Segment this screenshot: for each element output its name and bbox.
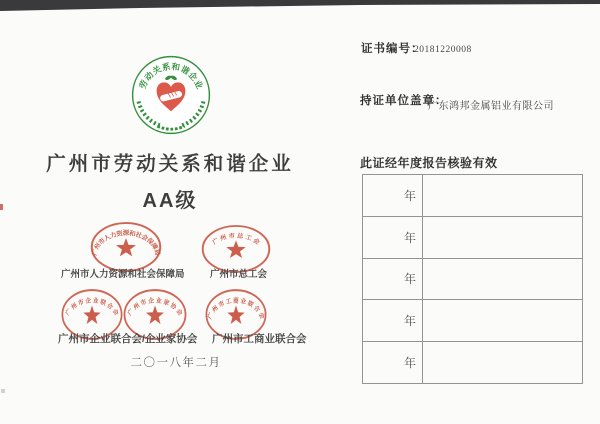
annual-verification-table xyxy=(362,174,583,384)
svg-text:广州市企业家协会: 广州市企业家协会 xyxy=(127,298,183,318)
verification-row xyxy=(363,175,583,217)
certificate-number-label: 证书编号： xyxy=(361,43,424,55)
year-cell: 年 xyxy=(363,258,423,300)
blank-cell xyxy=(423,258,583,300)
certificate-number-value: 20181220008 xyxy=(414,45,472,55)
svg-text:广州市工商业联合会: 广州市工商业联合会 xyxy=(207,298,265,321)
holder-seal-label: 持证单位盖章： xyxy=(360,95,448,107)
blank-cell xyxy=(423,300,583,342)
agency-label-enterprise-federation: 广州市企业联合会/企业家协会 xyxy=(58,333,198,345)
year-cell: 年 xyxy=(363,175,423,217)
harmony-enterprise-logo-icon xyxy=(130,55,212,135)
verification-row xyxy=(363,342,583,384)
scan-edge-artifact xyxy=(0,0,600,11)
verification-row xyxy=(363,216,583,258)
svg-text:广州市总工会: 广州市总工会 xyxy=(211,232,261,247)
certificate-title: 广州市劳动关系和谐企业 xyxy=(46,153,294,175)
holder-company-name: 广东鸿邦金属铝业有限公司 xyxy=(428,101,554,112)
svg-text:广州市人力资源和社会保障局: 广州市人力资源和社会保障局 xyxy=(91,230,161,257)
scan-speck xyxy=(1,389,5,393)
year-cell: 年 xyxy=(363,216,423,258)
grade-label: AA级 xyxy=(142,190,198,212)
blank-cell xyxy=(423,342,583,384)
agency-label-industry-commerce: 广州市工商业联合会 xyxy=(212,333,307,345)
agency-label-trade-union: 广州市总工会 xyxy=(210,269,268,280)
agency-label-hr-bureau: 广州市人力资源和社会保障局 xyxy=(61,269,185,280)
scan-speck xyxy=(0,204,3,210)
year-cell: 年 xyxy=(363,342,423,384)
blank-cell xyxy=(423,216,583,258)
svg-text:广州市企业联合会: 广州市企业联合会 xyxy=(65,298,119,318)
verification-row xyxy=(363,300,583,342)
annual-verification-caption: 此证经年度报告核验有效 xyxy=(360,156,498,170)
verification-row xyxy=(363,258,583,300)
year-cell: 年 xyxy=(363,300,423,342)
issue-date: 二〇一八年二月 xyxy=(130,357,222,369)
blank-cell xyxy=(423,175,583,217)
svg-text:劳动关系和谐企业: 劳动关系和谐企业 xyxy=(137,61,205,91)
